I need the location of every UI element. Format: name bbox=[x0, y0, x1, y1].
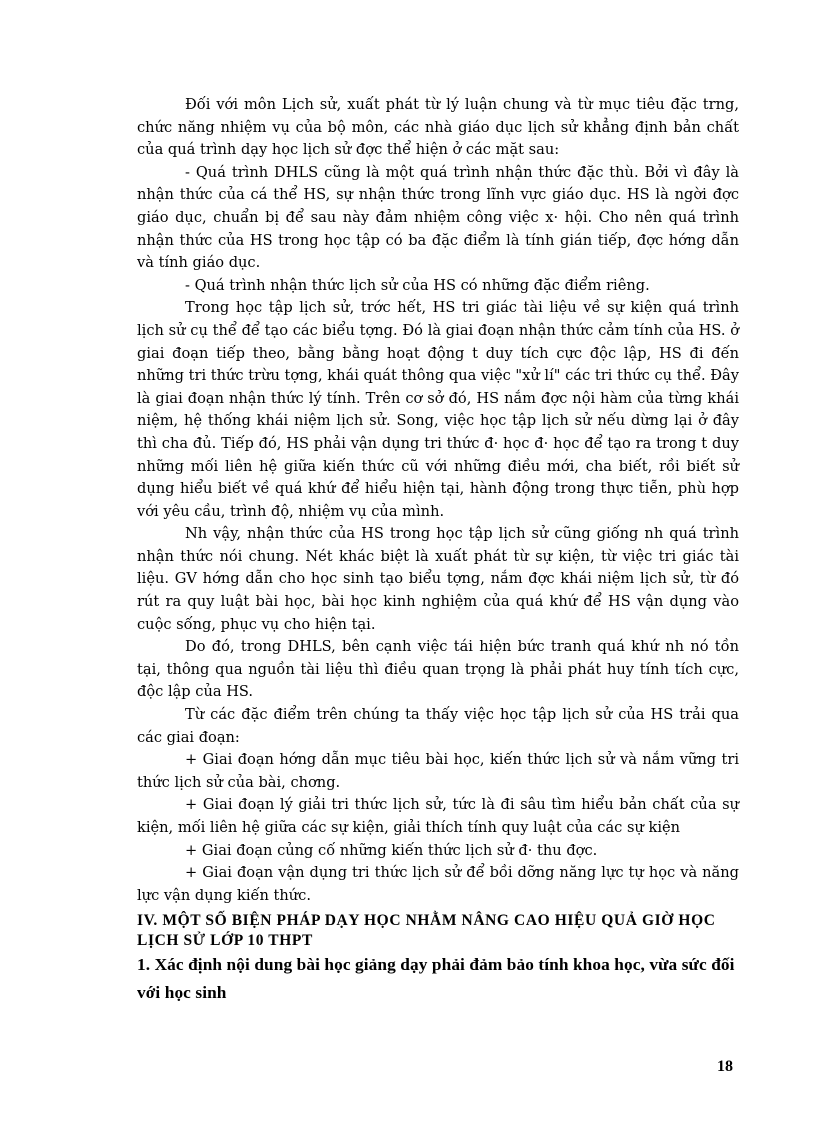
paragraph-therefore: Do đó, trong DHLS, bên cạnh việc tái hiện bức tranh quá khứ nh nó tồn tại, thông qua nguồn tài liệu thì điều quan trọng là phải phát huy tính tích cực, độc lập của HS. bbox=[137, 638, 739, 701]
list-item-stage-3: + Giai đoạn củng cố những kiến thức lịch sử đ· thu đợc. bbox=[185, 841, 598, 859]
paragraph-point-features: - Quá trình nhận thức lịch sử của HS có những đặc điểm riêng. bbox=[185, 276, 650, 294]
document-body bbox=[137, 94, 739, 1007]
list-item-stage-4: + Giai đoạn vận dụng tri thức lịch sử để bồi dỡng năng lực tự học và năng lực vận dụng kiến thức. bbox=[137, 864, 739, 904]
list-item-stage-1: + Giai đoạn hớng dẫn mục tiêu bài học, kiến thức lịch sử và nắm vững tri thức lịch sử của bài, chơng. bbox=[137, 751, 739, 791]
paragraph-intro: Đối với môn Lịch sử, xuất phát từ lý luận chung và từ mục tiêu đặc trng, chức năng nhiệm vụ của bộ môn, các nhà giáo dục lịch sử khẳng định bản chất của quá trình dạy học lịch sử đợc thể hiện ở các mặt sau: bbox=[137, 96, 739, 159]
paragraph-learning-process: Trong học tập lịch sử, trớc hết, HS tri giác tài liệu về sự kiện quá trình lịch sử cụ thể để tạo các biểu tợng. Đó là giai đoạn nhận thức cảm tính của HS. ở giai đoạn tiếp theo, bằng bằng hoạt động t duy tích cực độc lập, HS đi đến những tri thức trừu tợng, khái quát thông qua việc "xử lí" các tri thức cụ thể. Đây là giai đoạn nhận thức lý tính. Trên cơ sở đó, HS nắm đợc nội hàm của từng khái niệm, hệ thống khái niệm lịch sử. Song, việc học tập lịch sử nếu dừng lại ở đây thì cha đủ. Tiếp đó, HS phải vận dụng tri thức đ· học đ· học để tạo ra trong t duy những mối liên hệ giữa kiến thức cũ với những điều mới, cha biết, rồi biết sử dụng hiểu biết về quá khứ để hiểu hiện tại, hành động trong thực tiễn, phù hợp với yêu cầu, trình độ, nhiệm vụ của mình. bbox=[137, 299, 739, 520]
section-heading: IV. MỘT SỐ BIỆN PHÁP DẠY HỌC NHẰM NÂNG CAO HIỆU QUẢ GIỜ HỌC LỊCH SỬ LỚP 10 THPT bbox=[137, 912, 716, 950]
subsection-heading: 1. Xác định nội dung bài học giảng dạy phải đảm bảo tính khoa học, vừa sức đối với học sinh bbox=[137, 955, 735, 1003]
paragraph-point-dhls: - Quá trình DHLS cũng là một quá trình nhận thức đặc thù. Bởi vì đây là nhận thức của cá thể HS, sự nhận thức trong lĩnh vực giáo dục. HS là ngời đợc giáo dục, chuẩn bị để sau này đảm nhiệm công việc x· hội. Cho nên quá trình nhận thức của HS trong học tập có ba đặc điểm là tính gián tiếp, đợc hớng dẫn và tính giáo dục. bbox=[137, 163, 739, 272]
paragraph-comparison: Nh vậy, nhận thức của HS trong học tập lịch sử cũng giống nh quá trình nhận thức nói chung. Nét khác biệt là xuất phát từ sự kiện, từ việc tri giác tài liệu. GV hớng dẫn cho học sinh tạo biểu tợng, nắm đợc khái niệm lịch sử, từ đó rút ra quy luật bài học, bài học kinh nghiệm của quá khứ để HS vận dụng vào cuộc sống, phục vụ cho hiện tại. bbox=[137, 525, 739, 633]
page-number: 18 bbox=[717, 1058, 733, 1075]
list-item-stage-2: + Giai đoạn lý giải tri thức lịch sử, tức là đi sâu tìm hiểu bản chất của sự kiện, mối liên hệ giữa các sự kiện, giải thích tính quy luật của các sự kiện bbox=[137, 796, 739, 836]
paragraph-stages-intro: Từ các đặc điểm trên chúng ta thấy việc học tập lịch sử của HS trải qua các giai đoạn: bbox=[137, 706, 739, 746]
